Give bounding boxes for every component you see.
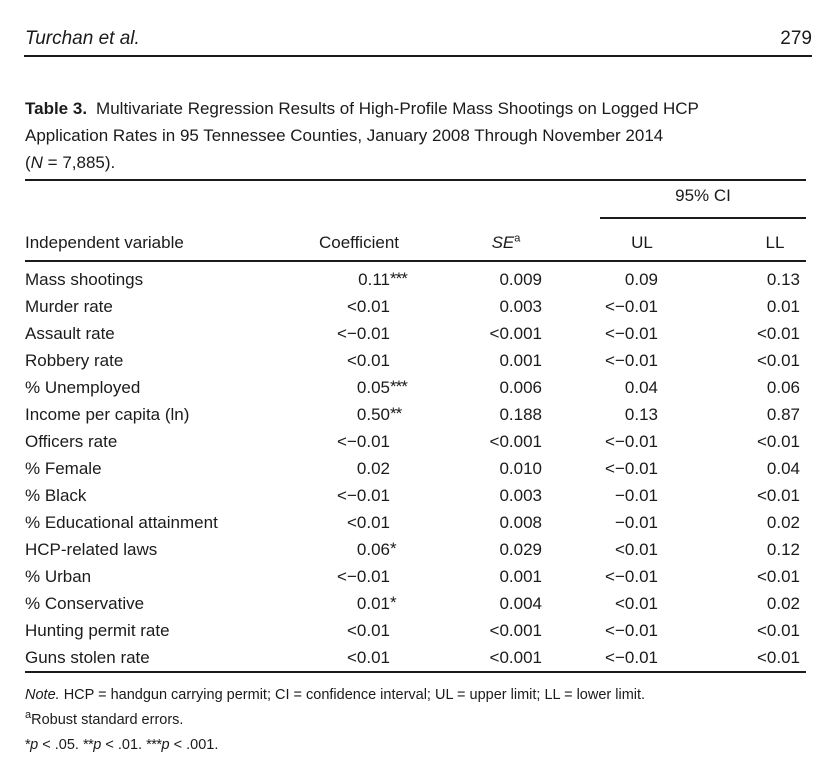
row-ci-upper-limit: <−0.01 — [605, 350, 658, 370]
row-variable-label: % Unemployed — [25, 377, 141, 397]
table-row — [25, 428, 806, 455]
row-significance-stars: * — [390, 538, 396, 558]
row-ci-lower-limit: 0.13 — [766, 269, 800, 289]
row-variable-label: % Black — [25, 485, 87, 505]
row-standard-error: 0.001 — [499, 566, 542, 586]
row-coefficient: 0.01 — [356, 593, 390, 613]
row-standard-error: 0.010 — [499, 458, 542, 478]
row-ci-upper-limit: <−0.01 — [605, 458, 658, 478]
row-ci-lower-limit: 0.02 — [766, 512, 800, 532]
row-standard-error: <0.001 — [489, 323, 542, 343]
row-coefficient: <0.01 — [346, 350, 390, 370]
caption-line-3 — [25, 149, 815, 176]
row-ci-upper-limit: <−0.01 — [605, 647, 658, 667]
row-coefficient: 0.02 — [356, 458, 390, 478]
table-label: Table 3. — [25, 99, 88, 118]
table-row — [25, 320, 806, 347]
table-caption — [25, 95, 815, 176]
p-symbol: p — [30, 737, 39, 753]
row-coefficient: <−0.01 — [337, 566, 390, 586]
sig-stars: *** — [146, 737, 162, 753]
row-standard-error: 0.003 — [499, 296, 542, 316]
row-ci-upper-limit: <−0.01 — [605, 296, 658, 316]
table-top-rule — [25, 179, 806, 181]
sig-threshold: < .05. — [38, 737, 83, 753]
row-significance-stars: ** — [390, 403, 402, 423]
table-row — [25, 401, 806, 428]
footnote-a-marker: a — [25, 709, 32, 722]
row-coefficient: <−0.01 — [337, 485, 390, 505]
row-variable-label: Assault rate — [25, 323, 115, 343]
caption-n-symbol: N — [30, 153, 43, 172]
row-ci-lower-limit: <0.01 — [756, 350, 800, 370]
row-ci-lower-limit: <0.01 — [756, 431, 800, 451]
row-variable-label: Income per capita (ln) — [25, 404, 190, 424]
row-ci-lower-limit: 0.12 — [766, 539, 800, 559]
running-head — [25, 28, 812, 50]
table-header-rule — [25, 260, 806, 262]
table-row — [25, 374, 806, 401]
table-row — [25, 347, 806, 374]
row-coefficient: 0.06 — [356, 539, 390, 559]
row-significance-stars: *** — [390, 268, 407, 288]
row-coefficient: <−0.01 — [337, 431, 390, 451]
row-ci-upper-limit: −0.01 — [614, 485, 658, 505]
row-ci-lower-limit: 0.02 — [766, 593, 800, 613]
significance-legend — [25, 733, 820, 758]
row-standard-error: 0.188 — [499, 404, 542, 424]
row-significance-stars: *** — [390, 376, 407, 396]
row-ci-lower-limit: 0.06 — [766, 377, 800, 397]
se-label: SE — [491, 233, 515, 252]
row-coefficient: <0.01 — [346, 296, 390, 316]
row-coefficient: 0.05 — [356, 377, 390, 397]
row-coefficient: <−0.01 — [337, 323, 390, 343]
footnote-a — [25, 708, 820, 733]
caption-line-2: Application Rates in 95 Tennessee Counties, January 2008 Through November 2014 — [25, 126, 664, 145]
row-variable-label: Officers rate — [25, 431, 118, 451]
table-row — [25, 644, 806, 671]
sig-threshold: < .01. — [101, 737, 147, 753]
row-standard-error: 0.006 — [499, 377, 542, 397]
row-ci-lower-limit: <0.01 — [756, 485, 800, 505]
table-notes — [25, 683, 820, 758]
row-coefficient: <0.01 — [346, 620, 390, 640]
row-significance-stars: * — [390, 592, 396, 612]
row-ci-lower-limit: 0.01 — [766, 296, 800, 316]
row-variable-label: % Educational attainment — [25, 512, 218, 532]
running-head-authors: Turchan et al. — [25, 28, 140, 49]
row-coefficient: <0.01 — [346, 647, 390, 667]
table-row — [25, 293, 806, 320]
row-ci-upper-limit: <−0.01 — [605, 620, 658, 640]
row-ci-lower-limit: 0.04 — [766, 458, 800, 478]
row-ci-lower-limit: <0.01 — [756, 323, 800, 343]
row-variable-label: % Urban — [25, 566, 92, 586]
row-ci-upper-limit: −0.01 — [614, 512, 658, 532]
running-head-rule — [24, 55, 812, 57]
se-footnote-marker: a — [514, 232, 521, 245]
row-ci-lower-limit: <0.01 — [756, 620, 800, 640]
table-row — [25, 563, 806, 590]
caption-n-value: = 7,885). — [42, 153, 116, 172]
row-standard-error: 0.029 — [499, 539, 542, 559]
p-symbol: p — [93, 737, 102, 753]
column-header-ul: UL — [631, 233, 653, 252]
table-body — [25, 266, 806, 671]
note-line — [25, 683, 820, 708]
row-coefficient: 0.50 — [356, 404, 390, 424]
column-header-independent-variable: Independent variable — [25, 233, 184, 252]
column-header-coefficient: Coefficient — [318, 233, 399, 252]
sig-stars: ** — [82, 737, 94, 753]
row-ci-upper-limit: 0.04 — [624, 377, 658, 397]
page-number: 279 — [780, 28, 812, 49]
row-standard-error: <0.001 — [489, 431, 542, 451]
table-row — [25, 617, 806, 644]
column-header-ll: LL — [765, 233, 785, 252]
row-variable-label: HCP-related laws — [25, 539, 158, 559]
row-variable-label: Hunting permit rate — [25, 620, 170, 640]
table-row — [25, 509, 806, 536]
row-ci-upper-limit: <−0.01 — [605, 323, 658, 343]
row-variable-label: Mass shootings — [25, 269, 144, 289]
sig-level-001 — [146, 737, 218, 753]
row-ci-lower-limit: <0.01 — [756, 647, 800, 667]
ci-span-header: 95% CI — [675, 186, 731, 205]
table-row — [25, 590, 806, 617]
row-variable-label: % Conservative — [25, 593, 145, 613]
row-ci-lower-limit: <0.01 — [756, 566, 800, 586]
row-ci-upper-limit: 0.13 — [624, 404, 658, 424]
row-standard-error: 0.009 — [499, 269, 542, 289]
note-text: HCP = handgun carrying permit; CI = confidence interval; UL = upper limit; LL = lower limit. — [59, 687, 646, 703]
ci-span-underline — [600, 217, 806, 219]
row-standard-error: <0.001 — [489, 620, 542, 640]
row-coefficient: 0.11 — [358, 269, 390, 289]
note-label: Note. — [25, 687, 60, 703]
row-standard-error: 0.004 — [499, 593, 542, 613]
sig-level-01 — [83, 737, 146, 753]
footnote-a-text: Robust standard errors. — [31, 712, 184, 728]
row-standard-error: 0.001 — [499, 350, 542, 370]
caption-text-1: Multivariate Regression Results of High-Profile Mass Shootings on Logged HCP — [96, 99, 699, 118]
row-ci-lower-limit: 0.87 — [766, 404, 800, 424]
row-variable-label: % Female — [25, 458, 102, 478]
caption-line-1 — [25, 95, 815, 122]
table-row — [25, 482, 806, 509]
table-row — [25, 455, 806, 482]
row-standard-error: 0.003 — [499, 485, 542, 505]
sig-threshold: < .001. — [169, 737, 219, 753]
caption-paren: ( — [25, 153, 31, 172]
row-ci-upper-limit: 0.09 — [624, 269, 658, 289]
row-coefficient: <0.01 — [346, 512, 390, 532]
row-standard-error: 0.008 — [499, 512, 542, 532]
sig-level-05 — [25, 737, 83, 753]
row-ci-upper-limit: <−0.01 — [605, 431, 658, 451]
row-ci-upper-limit: <0.01 — [614, 539, 658, 559]
row-variable-label: Robbery rate — [25, 350, 124, 370]
table-bottom-rule — [25, 671, 806, 673]
sig-stars: * — [25, 737, 31, 753]
row-ci-upper-limit: <0.01 — [614, 593, 658, 613]
row-variable-label: Murder rate — [25, 296, 113, 316]
row-ci-upper-limit: <−0.01 — [605, 566, 658, 586]
row-variable-label: Guns stolen rate — [25, 647, 150, 667]
p-symbol: p — [161, 737, 170, 753]
table-row — [25, 536, 806, 563]
row-standard-error: <0.001 — [489, 647, 542, 667]
table-row — [25, 266, 806, 293]
